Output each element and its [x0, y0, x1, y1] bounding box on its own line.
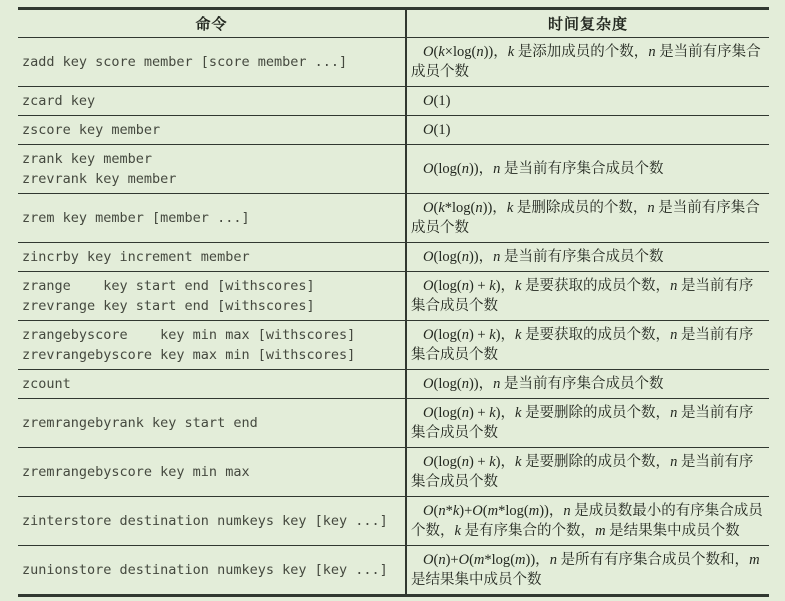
complexity-text: O(log(n))，n 是当前有序集合成员个数	[423, 161, 664, 177]
complexity-cell	[406, 145, 769, 194]
command-text: zrevrank key member	[22, 171, 177, 187]
table-row	[18, 321, 769, 370]
header-complexity: 时间复杂度	[406, 9, 769, 38]
complexity-text: O(log(n))，n 是当前有序集合成员个数	[423, 376, 664, 392]
complexity-cell	[406, 243, 769, 272]
command-text: zrevrangebyscore key max min [withscores]	[22, 347, 356, 363]
command-cell	[18, 243, 406, 272]
command-cell	[18, 145, 406, 194]
command-cell	[18, 321, 406, 370]
complexity-cell	[406, 194, 769, 243]
complexity-text: O(log(n) + k)，k 是要删除的成员个数，n 是当前有序集合成员个数	[411, 454, 754, 490]
complexity-text: O(n)+O(m*log(m))，n 是所有有序集合成员个数和，m 是结果集中成员个数	[411, 552, 760, 588]
command-cell	[18, 399, 406, 448]
complexity-text: O(k*log(n))，k 是删除成员的个数，n 是当前有序集合成员个数	[411, 200, 760, 236]
command-text: zrem key member [member ...]	[22, 210, 250, 226]
command-text: zrank key member	[22, 151, 153, 167]
complexity-cell	[406, 87, 769, 116]
command-cell	[18, 272, 406, 321]
command-text: zremrangebyrank key start end	[22, 415, 258, 431]
complexity-text: O(log(n) + k)，k 是要删除的成员个数，n 是当前有序集合成员个数	[411, 405, 754, 441]
command-text: zcount	[22, 376, 71, 392]
complexity-cell	[406, 497, 769, 546]
complexity-text: O(log(n) + k)，k 是要获取的成员个数，n 是当前有序集合成员个数	[411, 327, 754, 363]
table-row	[18, 448, 769, 497]
command-text: zcard key	[22, 93, 96, 109]
command-text: zinterstore destination numkeys key [key ...]	[22, 513, 388, 529]
command-cell	[18, 116, 406, 145]
complexity-cell	[406, 546, 769, 596]
table-row	[18, 370, 769, 399]
complexity-cell	[406, 399, 769, 448]
complexity-text: O(k×log(n))，k 是添加成员的个数，n 是当前有序集合成员个数	[411, 44, 761, 80]
table-row	[18, 38, 769, 87]
table-row	[18, 272, 769, 321]
command-cell	[18, 87, 406, 116]
table-row	[18, 243, 769, 272]
complexity-text: O(1)	[423, 93, 451, 109]
command-cell	[18, 546, 406, 596]
table-row	[18, 87, 769, 116]
table-row	[18, 399, 769, 448]
complexity-cell	[406, 448, 769, 497]
table-row	[18, 116, 769, 145]
complexity-cell	[406, 272, 769, 321]
table-row	[18, 497, 769, 546]
complexity-text: O(1)	[423, 122, 451, 138]
command-text: zremrangebyscore key min max	[22, 464, 250, 480]
header-command: 命令	[18, 9, 406, 38]
table-header	[18, 9, 769, 38]
complexity-cell	[406, 370, 769, 399]
complexity-cell	[406, 321, 769, 370]
command-text: zrange key start end [withscores]	[22, 278, 315, 294]
table-row	[18, 546, 769, 596]
command-text: zincrby key increment member	[22, 249, 250, 265]
command-text: zrevrange key start end [withscores]	[22, 298, 315, 314]
command-text: zadd key score member [score member ...]	[22, 54, 348, 70]
complexity-cell	[406, 38, 769, 87]
command-text: zscore key member	[22, 122, 161, 138]
complexity-text: O(n*k)+O(m*log(m))，n 是成员数最小的有序集合成员个数，k 是有序集合的个数，m 是结果集中成员个数	[411, 503, 763, 539]
command-cell	[18, 194, 406, 243]
command-cell	[18, 370, 406, 399]
complexity-cell	[406, 116, 769, 145]
command-text: zrangebyscore key min max [withscores]	[22, 327, 356, 343]
complexity-table	[18, 7, 769, 597]
command-cell	[18, 497, 406, 546]
command-cell	[18, 38, 406, 87]
complexity-text: O(log(n))，n 是当前有序集合成员个数	[423, 249, 664, 265]
header-row	[18, 9, 769, 38]
command-cell	[18, 448, 406, 497]
command-text: zunionstore destination numkeys key [key ...]	[22, 562, 388, 578]
table-row	[18, 145, 769, 194]
table-body	[18, 38, 769, 596]
complexity-text: O(log(n) + k)，k 是要获取的成员个数，n 是当前有序集合成员个数	[411, 278, 754, 314]
table-row	[18, 194, 769, 243]
